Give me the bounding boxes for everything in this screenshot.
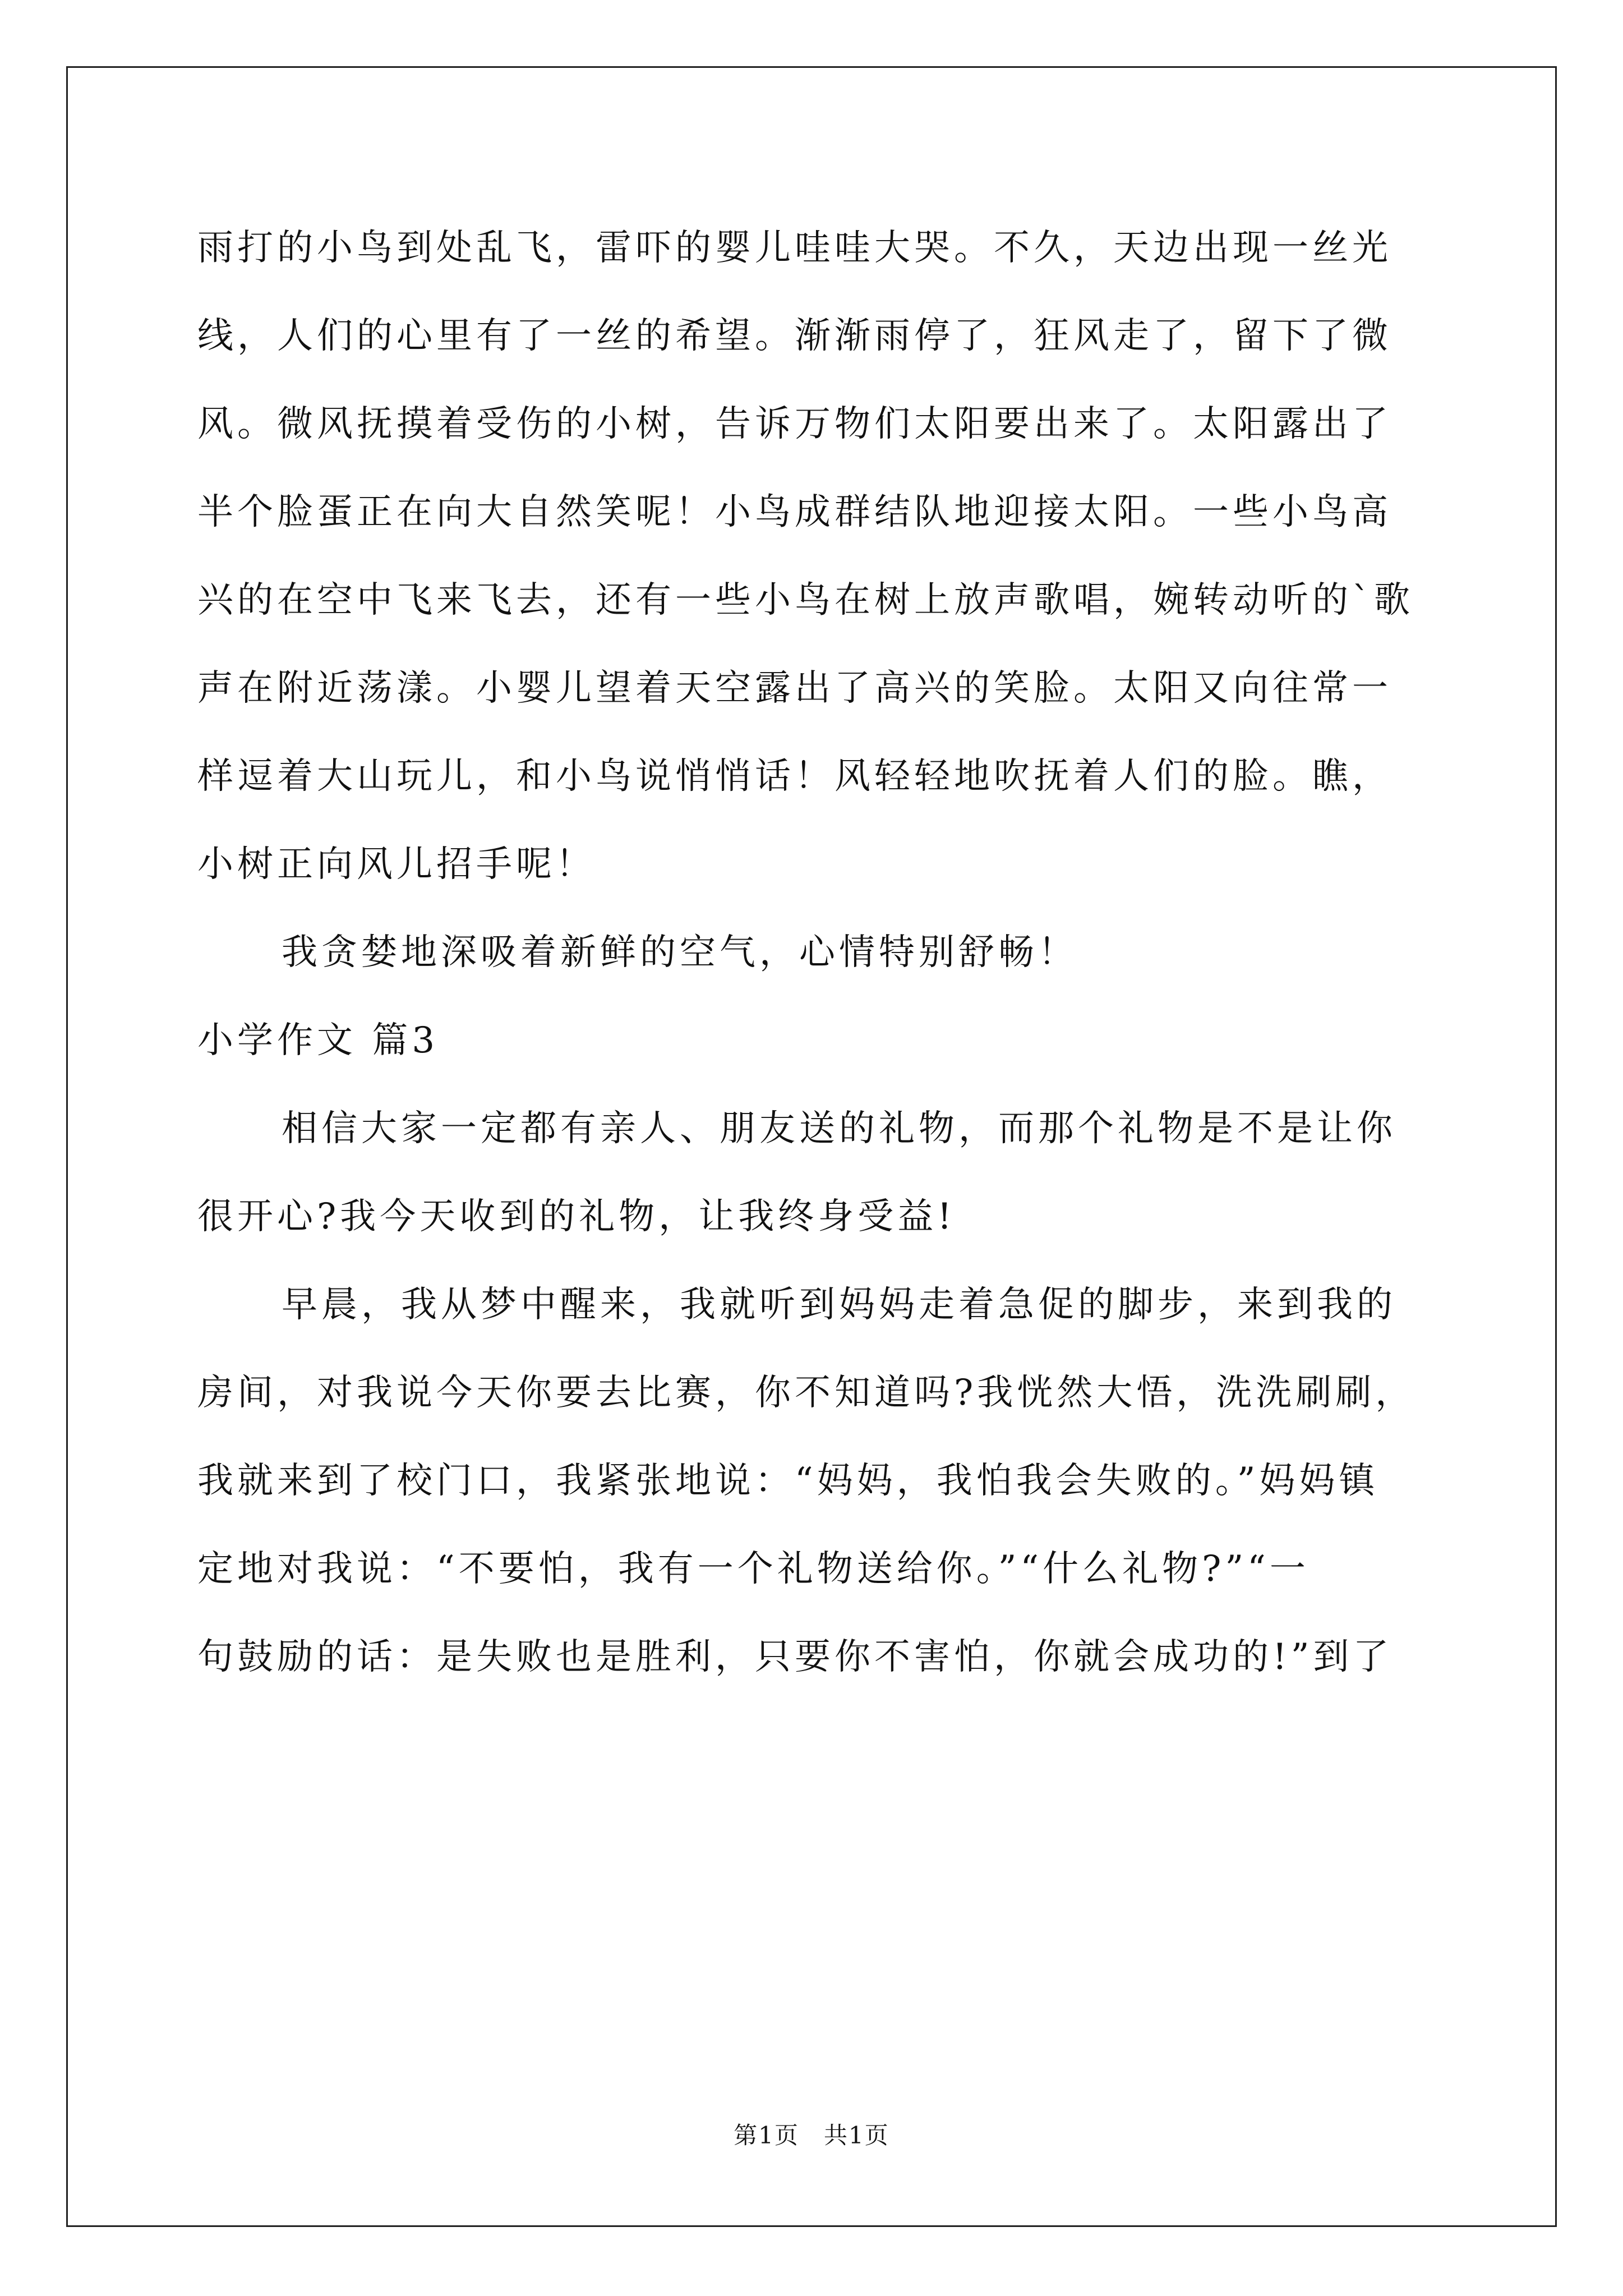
paragraph-line: 很开心?我今天收到的礼物，让我终身受益! bbox=[197, 1196, 956, 1237]
paragraph-line: 我就来到了校门口，我紧张地说：“妈妈，我怕我会失败的。”妈妈镇 bbox=[197, 1460, 1379, 1502]
paragraph-line: 声在附近荡漾。小婴儿望着天空露出了高兴的笑脸。太阳又向往常一 bbox=[197, 668, 1392, 709]
paragraph-line: 风。微风抚摸着受伤的小树，告诉万物们太阳要出来了。太阳露出了 bbox=[197, 403, 1392, 445]
paragraph-line: 我贪婪地深吸着新鲜的空气，心情特别舒畅！ bbox=[282, 932, 1078, 973]
paragraph-line: 样逗着大山玩儿，和小鸟说悄悄话！风轻轻地吹抚着人们的脸。瞧， bbox=[197, 756, 1392, 797]
paragraph-line: 兴的在空中飞来飞去，还有一些小鸟在树上放声歌唱，婉转动听的`歌 bbox=[197, 579, 1414, 621]
paragraph-line: 句鼓励的话：是失败也是胜利，只要你不害怕，你就会成功的!”到了 bbox=[197, 1636, 1393, 1678]
paragraph-line: 早晨，我从梦中醒来，我就听到妈妈走着急促的脚步，来到我的 bbox=[282, 1284, 1396, 1326]
section-heading: 小学作文 篇3 bbox=[197, 1020, 439, 1061]
paragraph-line: 定地对我说：“不要怕，我有一个礼物送给你。”“什么礼物?”“一 bbox=[197, 1548, 1310, 1590]
paragraph-line: 小树正向风儿招手呢！ bbox=[197, 844, 596, 885]
paragraph-line: 线，人们的心里有了一丝的希望。渐渐雨停了，狂风走了，留下了微 bbox=[197, 315, 1392, 357]
page-number: 第1页 共1页 bbox=[734, 2122, 889, 2149]
paragraph-line: 半个脸蛋正在向大自然笑呢！小鸟成群结队地迎接太阳。一些小鸟高 bbox=[197, 491, 1392, 533]
paragraph-line: 相信大家一定都有亲人、朋友送的礼物，而那个礼物是不是让你 bbox=[282, 1108, 1396, 1149]
paragraph-line: 房间，对我说今天你要去比赛，你不知道吗?我恍然大悟，洗洗刷刷， bbox=[197, 1372, 1415, 1414]
paragraph-line: 雨打的小鸟到处乱飞，雷吓的婴儿哇哇大哭。不久，天边出现一丝光 bbox=[197, 227, 1392, 269]
